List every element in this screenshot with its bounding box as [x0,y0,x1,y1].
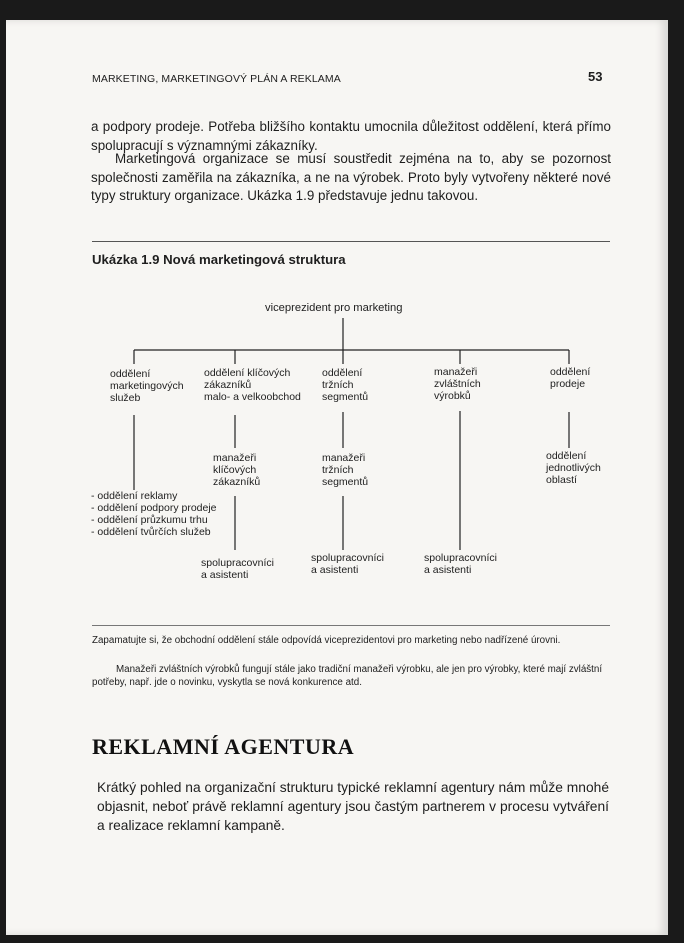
assistants-special-products: spolupracovníci a asistenti [424,552,497,576]
section-heading: REKLAMNÍ AGENTURA [92,734,355,759]
section-paragraph: Krátký pohled na organizační strukturu typické reklamní agentury nám může mnohé objasnit, neboť právě reklamní agentury jsou častým partnerem v procesu vytváření a realizace reklamní kampaně. [97,780,609,833]
department-key-accounts: oddělení klíčových zákazníků malo- a velkoobchod [204,367,301,403]
org-root: viceprezident pro marketing [265,302,403,314]
figure-note-2: Manažeři zvláštních výrobků fungují stále jako tradiční manažeři výrobku, ale jen pro výrobky, které mají zvláštní potřeby, např. jde o novinku, vyskytla se nová konkurence atd. [92,664,603,688]
list-item: - oddělení reklamy [91,490,178,502]
service-department-list [91,490,217,538]
figure-note-1: Zapamatujte si, že obchodní oddělení stále odpovídá viceprezidentovi pro marketing nebo nadřízené úrovni. [92,635,561,646]
department-market-segments: oddělení tržních segmentů [322,367,369,403]
figure-title: Ukázka 1.9 Nová marketingová struktura [92,252,346,267]
department-special-products: manažeři zvláštních výrobků [434,366,481,402]
figure-bottom-rule [92,625,610,626]
assistants-market-segments: spolupracovníci a asistenti [311,552,384,576]
assistants-key-accounts: spolupracovníci a asistenti [201,557,274,581]
department-marketing-services: oddělení marketingových služeb [110,368,184,404]
department-sales: oddělení prodeje [550,366,591,390]
regional-departments: oddělení jednotlivých oblastí [546,450,601,486]
manager-key-accounts: manažeři klíčových zákazníků [213,452,261,488]
book-page [6,20,668,935]
page-number: 53 [588,69,603,84]
list-item: - oddělení průzkumu trhu [91,514,208,526]
list-item: - oddělení tvůrčích služeb [91,526,211,538]
paragraph-2: Marketingová organizace se musí soustředit zejména na to, aby se pozornost společnosti zaměřila na zákazníka, a ne na výrobek. Proto byly vytvořeny některé nové typy struktury organizace. Ukázka 1.9 představuje jednu takovou. [91,151,611,203]
list-item: - oddělení podpory prodeje [91,502,217,514]
running-header: MARKETING, MARKETINGOVÝ PLÁN A REKLAMA [92,73,341,85]
manager-market-segments: manažeři tržních segmentů [322,452,369,488]
paragraph-1: a podpory prodeje. Potřeba bližšího kontaktu umocnila důležitost oddělení, která přímo spolupracují s významnými zákazníky. [91,119,611,153]
